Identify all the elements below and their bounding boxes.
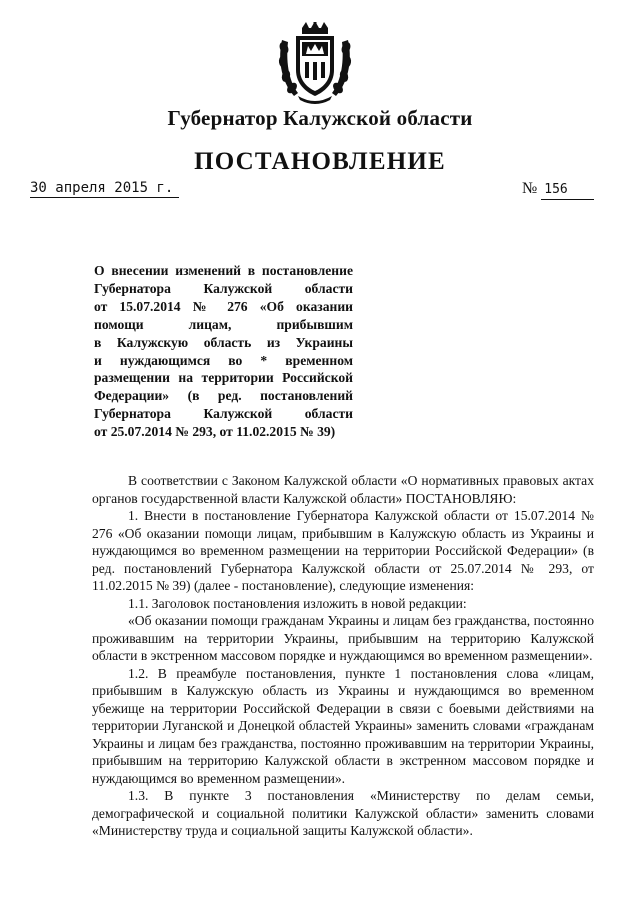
clause-1-3-paragraph: 1.3. В пункте 3 постановления «Министерству по делам семьи, демографической и социальной политики Калужской области» заменить словами «Министерству труда и социальной защиты Калужской области».: [92, 788, 594, 838]
document-date: 30 апреля 2015 г.: [30, 180, 179, 198]
document-number: [522, 180, 594, 200]
subject-line: О внесении изменений в постановление: [94, 263, 353, 278]
clause-1-1-paragraph: 1.1. Заголовок постановления изложить в новой редакции:: [128, 595, 467, 611]
document-body: [92, 472, 594, 840]
subject-line: Губернатора Калужской области: [94, 280, 353, 296]
subject-line: Федерации» (в ред. постановлений: [94, 388, 353, 404]
clause-1-paragraph: 1. Внести в постановление Губернатора Калужской области от 15.07.2014 № 276 «Об оказании помощи лицам, прибывшим в Калужскую область из Украины и нуждающимся во временном размещении на территории Российской Федерации» (в ред. постановлений Губернатора Калужской области от 25.07.2014 № 293, от 11.02.2015 № 39) (далее - постановление), следующие изменения:: [92, 508, 594, 593]
clause-1-2-paragraph: 1.2. В преамбуле постановления, пункте 1 постановления слова «лицам, прибывшим в Калужскую область из Украины и нуждающимся во временном убежище на территории Российской Федерации в связи с боевыми действиями на территории Луганской и Донецкой областей Украины» заменить словами «гражданам Украины и лицам без гражданства, постоянно проживавшим на территории Украины, прибывшим на территорию Калужской области в экстренном массовом порядке и нуждающимся во временном размещении».: [92, 665, 594, 786]
subject-line: размещении на территории Российской: [94, 370, 353, 386]
number-label: №: [522, 180, 538, 197]
issuer-title: Губернатор Калужской области: [167, 106, 473, 130]
subject-heading: [94, 262, 353, 441]
subject-line: в Калужскую область из Украины: [94, 334, 353, 350]
document-type-title: ПОСТАНОВЛЕНИЕ: [194, 148, 446, 175]
coat-of-arms-emblem: [278, 22, 352, 106]
number-value: 156: [541, 181, 594, 200]
preamble-paragraph: В соответствии с Законом Калужской области «О нормативных правовых актах органов государственной власти Калужской области» ПОСТАНОВЛЯЮ:: [92, 473, 594, 506]
subject-line: от 25.07.2014 № 293, от 11.02.2015 № 39): [94, 424, 336, 440]
subject-line: Губернатора Калужской области: [94, 406, 353, 422]
subject-line: от 15.07.2014 № 276 «Об оказании: [94, 298, 353, 314]
subject-line: и нуждающимся во * временном: [94, 352, 353, 368]
new-title-paragraph: «Об оказании помощи гражданам Украины и лицам без гражданства, постоянно проживавшим на территории Украины, прибывшим на территорию Калужской области в экстренном массовом порядке и нуждающимся во временном размещении».: [92, 613, 594, 663]
subject-line: помощи лицам, прибывшим: [94, 316, 353, 332]
